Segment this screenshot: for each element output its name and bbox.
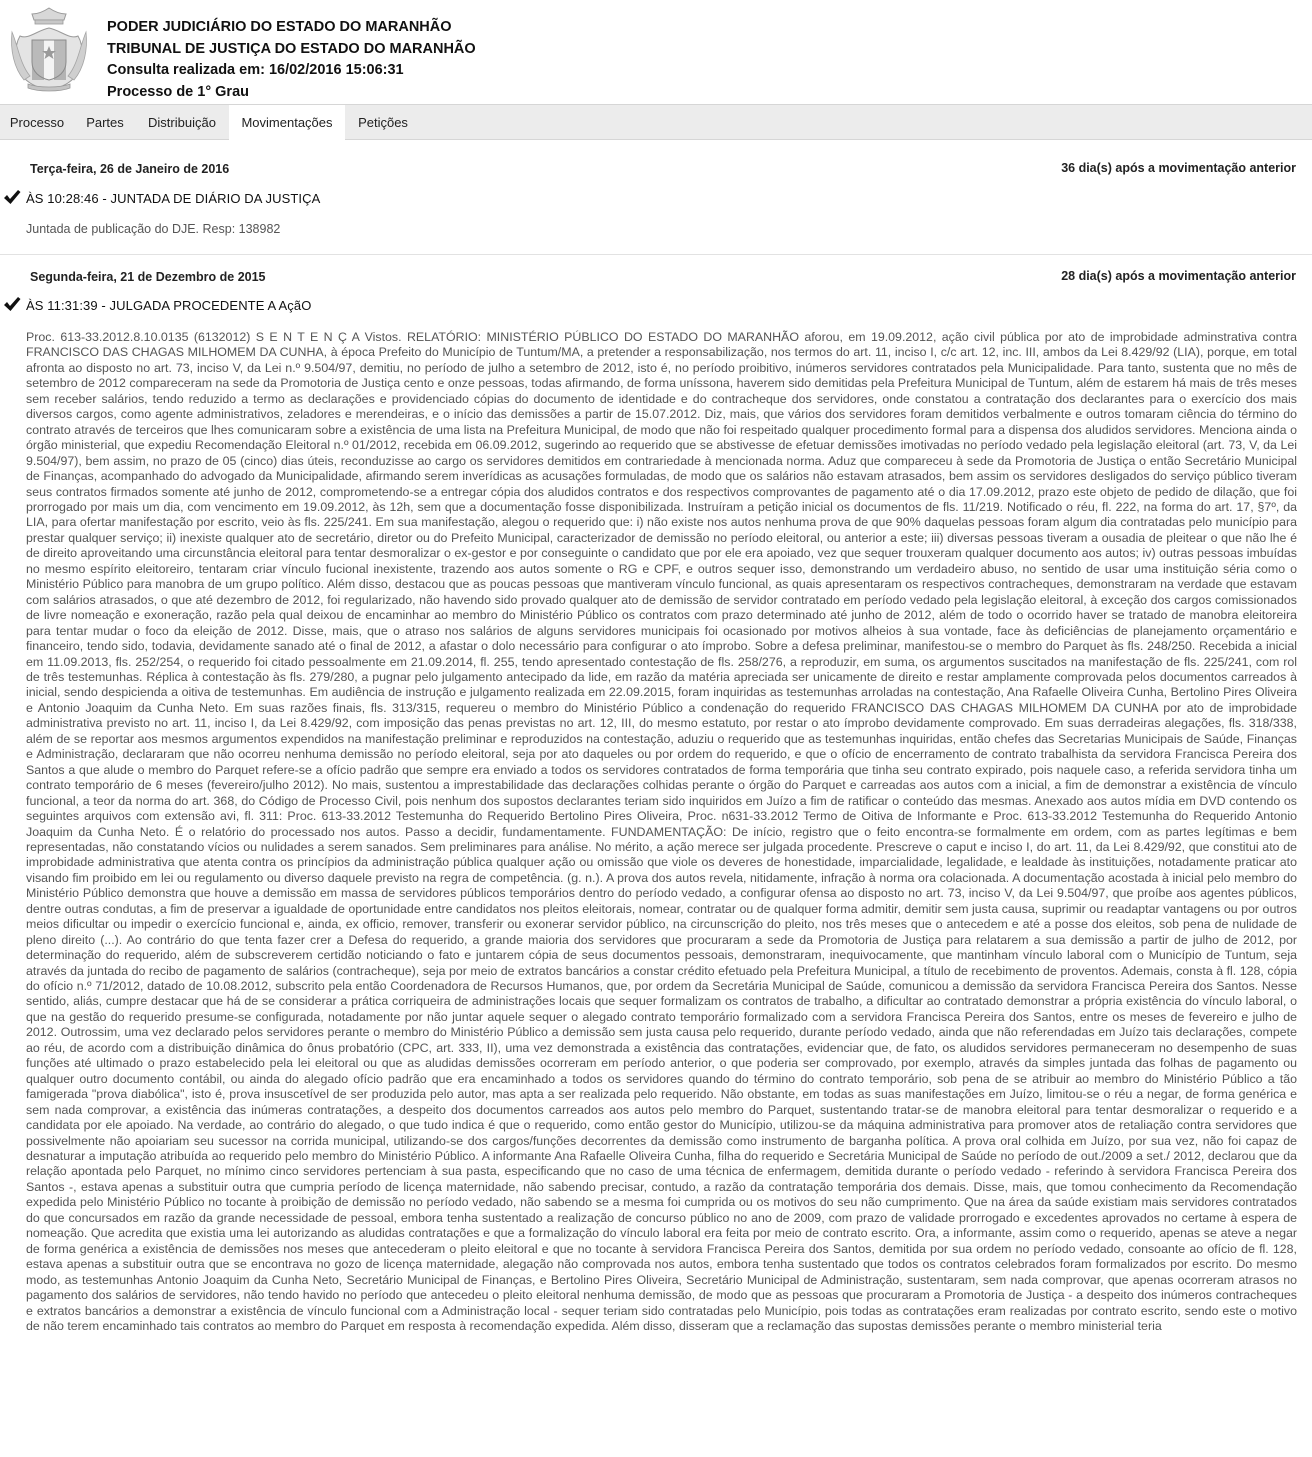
- check-icon: [3, 296, 21, 312]
- movement-date: Terça-feira, 26 de Janeiro de 2016: [30, 162, 230, 176]
- header-line-1: PODER JUDICIÁRIO DO ESTADO DO MARANHÃO: [107, 19, 452, 35]
- consultation-timestamp: Consulta realizada em: 16/02/2016 15:06:31: [107, 62, 404, 79]
- movement-elapsed: 36 dia(s) após a movimentação anterior: [1061, 161, 1296, 175]
- tab-peticoes[interactable]: Petições: [358, 115, 408, 130]
- movement-title: ÀS 10:28:46 - JUNTADA DE DIÁRIO DA JUSTIÇA: [26, 191, 321, 206]
- movement-description: Proc. 613-33.2012.8.10.0135 (6132012) S E N T E N Ç A Vistos. RELATÓRIO: MINISTÉRIO PÚBLICO DO ESTADO DO MARANHÃO aforou, em 19.09.2012, ação civil pública por ato de improbidade adminstrativa contra FRANCISCO DAS CHAGAS MILHOMEM DA CUNHA, à época Prefeito do Município de Tuntum/MA, a pretender a responsabilização, nos termos do art. 11, inciso I, c/c art. 12, inc. III, ambos da Lei 8.429/92 (LIA), porque, em total afronta ao disposto no art. 73, inciso V, da Lei n.º 9.504/97, demitiu, no período de julho a setembro de 2012, isto é, no período proibitivo, inúmeros servidores contratados pela Municipalidade. Para tanto, sustenta que no mês de setembro de 2012 compareceram na sede da Promotoria de Justiça cento e onze pessoas, todas afirmando, de forma uníssona, haverem sido demitidas pela Prefeitura Municipal de Tuntum, além de estarem há mais de três meses sem receber salários, tendo reduzido a termo as declarações e providenciado cópias do documento de identidade e do contracheque dos servidores, onde constatou a contratação dos declarantes para o exercício dos mais diversos cargos, como agente administrativos, zeladores e merendeiras, e o início das demissões a partir de 15.07.2012. Diz, mais, que vários dos servidores foram demitidos verbalmente e outros tomaram ciência do término do contrato através de terceiros que lhes comunicaram sobre a existência de uma lista na Prefeitura Municipal, de modo que não foi respeitado qualquer procedimento formal para a dispensa dos aludidos servidores. Menciona ainda o órgão ministerial, que expediu Recomendação Eleitoral n.º 01/2012, recebida em 06.09.2012, sugerindo ao requerido que se abstivesse de efetuar demissões imotivadas no período vedado pela legislação eleitoral (art. 73, V, da Lei 9.504/97), bem assim, no prazo de 05 (cinco) dias úteis, reconduzisse ao cargo os servidores demitidos em contrariedade à mencionada norma. Aduz que compareceu à sede da Promotoria de Justiça o então Secretário Municipal de Finanças, acompanhado do advogado da Municipalidade, afirmando serem inverídicas as acusações formuladas, de modo que os salários não estavam atrasados, bem assim os servidores desligados do serviço público tiveram seus contratos firmados somente até junho de 2012, comprometendo-se a entregar cópia dos aludidos contratos e dos respectivos comprovantes de pagamento até o dia 17.09.2012, prazo este objeto de pedido de dilação, que foi prorrogado por mais um dia, com vencimento em 19.09.2012, às 12h, sem que a documentação fosse disponibilizada. Instruíram a petição inicial os documentos de fls. 11/219. Notificado o réu, fl. 222, na forma do art. 17, §7º, da LIA, para ofertar manifestação por escrito, veio às fls. 225/241. Em sua manifestação, alegou o requerido que: i) não existe nos autos nenhuma prova de que 90% daquelas pessoas foram algum dia contratadas pelo município para prestar qualquer serviço; ii) inexiste qualquer ato de secretário, diretor ou do Prefeito Municipal, caracterizador de demissão no período eleitoral, ou anterior a este; iii) diversas pessoas tiveram a ousadia de pleitear o que não lhe é de direito aproveitando uma circunstância eleitoral para tentar desmoralizar o ex-gestor e por conseguinte o candidato que por ele era apoiado, vez que sequer trouxeram qualquer documento aos autos; iv) outras pessoas imbuídas no mesmo espírito eleitoreiro, tentaram criar vínculo fucional inexistente, trazendo aos autos somente o RG e CPF, e outros sequer isso, demonstrando um verdadeiro abuso, no sentido de usar uma instituição séria como o Ministério Público para manobra de um grupo político. Além disso, destacou que as poucas pessoas que mantiveram vínculo funcional, as quais apresentaram os respectivos contracheques, demonstraram na verdade que estavam com salários atrasados, o que até dezembro de 2012, foi regularizado, não havendo sido provado qualquer ato de demissão de servidor contratado em período vedado pela legislação eleitoral, à exceção dos cargos comissionados de livre nomeação e exoneração, razão pela qual deixou de encaminhar ao membro do Ministério Público os contratos com prazo determinado até junho de 2012, além de todo o ocorrido haver se tratado de manobra eleitoreira para tentar mudar o foco da eleição de 2012. Disse, mais, que o atraso nos salários de alguns servidores municipais foi ocasionado por motivos alheios à sua vontade, face às deficiências de planejamento orçamentário e financeiro, tendo sido, todavia, devidamente sanado até o final de 2012, a afastar o dolo necessário para configurar o ato ímprobo. Sobre a defesa preliminar, manifestou-se o membro do Parquet às fls. 248/250. Recebida a inicial em 11.09.2013, fls. 252/254, o requerido foi citado pessoalmente em 21.09.2014, fl. 255, tendo apresentado contestação de fls. 258/276, a reproduzir, em suma, os argumentos suscitados na manifestação de fls. 225/241, com rol de três testemunhas. Réplica à contestação às fls. 279/280, a pugnar pelo julgamento antecipado da lide, em razão da matéria apreciada ser unicamente de direito e restar amplamente comprovada pelos documentos carreados à inicial, sendo despicienda a oitiva de testemunhas. Em audiência de instrução e julgamento realizada em 22.09.2015, foram inquiridas as testemunhas arroladas na contestação, Ana Rafaelle Oliveira Cunha, Bertolino Pires Oliveira e Antonio Joaquim da Cunha Neto. Em suas razões finais, fls. 313/315, requereu o membro do Ministério Público a condenação do requerido FRANCISCO DAS CHAGAS MILHOMEM DA CUNHA por ato de improbidade administrativa previsto no art. 11, inciso I, da Lei 8.429/92, com imposição das penas previstas no art. 12, III, do mesmo estatuto, por restar o ato ímprobo devidamente comprovado. Em suas derradeiras alegações, fls. 318/338, além de se reportar aos mesmos argumentos expendidos na manifestação preliminar e reproduzidos na contestação, aduziu o requerido que as testemunhas inquiridas, então chefes das Secretarias Municipais de Saúde, Finanças e Administração, declararam que não ocorreu nenhuma demissão no período eleitoral, seja por ato daqueles ou por ordem do requerido, e que o ofício de encerramento de contrato trabalhista da servidora Francisca Pereira dos Santos a que alude o membro do Parquet refere-se a ofício padrão que sempre era enviado a todos os servidores contratados de forma temporária que tinha seu contrato expirado, pois naquele caso, a referida servidora tinha um contrato temporário de 6 meses (fevereiro/julho 2012). No mais, sustentou a imprestabilidade das declarações colhidas perante o órgão do Parquet e carreadas aos autos com a inicial, a fim de demonstrar a existência de vínculo funcional, a teor da norma do art. 368, do Código de Processo Civil, pois nenhum dos supostos declarantes teriam sido inquiridos em Juízo a fim de ratificar o conteúdo das mesmas. Anexado aos autos mídia em DVD contendo os seguintes arquivos com extensão avi, fl. 311: Proc. 613-33.2012 Testemunha do Requerido Bertolino Pires Oliveira, Proc. n631-33.2012 Termo de Oitiva de Informante e Proc. 613-33.2012 Testemunha do Requerido Antonio Joaquim da Cunha Neto. É o relatório do processado nos autos. Passo a decidir, fundamentamente. FUNDAMENTAÇÃO: De início, registro que o feito encontra-se formalmente em ordem, com as partes legítimas e bem representadas, não constatando vícios ou nulidades a serem sanados. Sem preliminares para análise. No mérito, a ação merece ser julgada procedente. Prescreve o caput e inciso I, do art. 11, da Lei 8.429/92, que constitui ato de improbidade administrativa que atenta contra os princípios da administração pública qualquer ação ou omissão que viole os deveres de honestidade, imparcialidade, legalidade, e lealdade às instituições, notadamente praticar ato visando fim proibido em lei ou regulamento ou diverso daquele previsto na regra de competência. (g. n.). A prova dos autos revela, nitidamente, infração à norma ora colacionada. A documentação acostada à inicial pelo membro do Ministério Público demonstra que houve a demissão em massa de servidores públicos temporários dentro do período vedado, a configurar ofensa ao disposto no art. 73, inciso V, da Lei 9.504/97, que proíbe aos agentes públicos, dentre outras condutas, a fim de preservar a igualdade de oportunidade entre candidatos nos pleitos eleitorais, nomear, contratar ou de qualquer forma admitir, demitir sem justa causa, suprimir ou readaptar vantagens ou por outros meios dificultar ou impedir o exercício funcional e, ainda, ex officio, remover, transferir ou exonerar servidor público, na circunscrição do pleito, nos três meses que o antecedem e até a posse dos eleitos, sob pena de nulidade de pleno direito (...). Ao contrário do que tenta fazer crer a Defesa do requerido, a grande maioria dos servidores que procuraram a sede da Promotoria de Justiça para relatarem a sua demissão a partir de julho de 2012, por determinação do requerido, além de subscreverem certidão noticiando o fato e juntarem cópia de seus documentos pessoais, demonstraram, inequivocamente, que mantinham vínculo laboral com o Município de Tuntum, seja através da juntada do recibo de pagamento de salários (contracheque), seja por meio de extratos bancários a constar crédito efetuado pela Prefeitura Municipal, a título de recebimento de proventos. Ademais, consta à fl. 128, cópia do ofício n.º 71/2012, datado de 10.08.2012, subscrito pela então Coordenadora de Recursos Humanos, que, por ordem da Secretária Municipal de Saúde, comunicou a demissão da servidora Francisca Pereira dos Santos. Nesse sentido, aliás, cumpre destacar que há de se considerar a prática corriqueira de administrações locais que sequer formalizam os contratos de trabalho, a dificultar ao contratado demonstrar a própria existência do vínculo laboral, o que na gestão do requerido presume-se configurada, notadamente por não juntar aquele sequer o alegado contrato temporário formalizado com a servidora Francisca Pereira dos Santos, entre os meses de fevereiro e julho de 2012. Outrossim, uma vez declarado pelos servidores perante o membro do Ministério Público a demissão sem justa causa pelo requerido, durante período vedado, ainda que não referendadas em Juízo tais declarações, compete ao réu, de acordo com a distribuição dinâmica do ônus probatório (CPC, art. 333, II), uma vez demonstrada a existência das contratações, evidenciar que, de fato, os aludidos servidores permaneceram no desempenho de suas funções até ultimado o prazo estabelecido pela lei eleitoral ou que as aludidas demissões ocorreram em período anterior, o que poderia ser comprovado, por exemplo, através da simples juntada das folhas de pagamento ou qualquer outro documento contábil, ou ainda do alegado ofício padrão que era encaminhado a todos os servidores quando do término do contrato temporário, sob pena de se atribuir ao membro do Ministério Público a tão famigerada "prova diabólica", isto é, prova insuscetível de ser produzida pelo autor, mas apta a ser realizada pelo requerido. Não obstante, em todas as suas manifestações em Juízo, limitou-se o réu a negar, de forma genérica e sem nada comprovar, a existência das inúmeras contratações, a despeito dos documentos carreados aos autos pelo membro do Parquet, sustentando tratar-se de manobra eleitoral para tentar desmoralizar o requerido e a candidata por ele apoiado. Na verdade, ao contrário do alegado, o que tudo indica é que o requerido, como então gestor do Município, utilizou-se da máquina administrativa para promover atos de retaliação contra servidores que possivelmente não apoiariam seu sucessor na corrida municipal, utilizando-se dos cargos/funções decorrentes da demissão como instrumento de barganha política. A prova oral colhida em Juízo, por sua vez, não foi capaz de desnaturar a imputação atribuída ao requerido pelo membro do Ministério Público. A informante Ana Rafaelle Oliveira Cunha, filha do requerido e Secretária Municipal de Saúde no período de out./2009 a set./ 2012, declarou que da relação apontada pelo Parquet, no mínimo cinco servidores pertenciam à sua pasta, especificando que no caso de uma técnica de enfermagem, demitida durante o período vedado - referindo à servidora Francisca Pereira dos Santos -, estava apenas a substituir outra que cumpria período de licença maternidade, não sabendo precisar, contudo, a razão da contratação temporária dos demais. Disse, mais, que tomou conhecimento da Recomendação expedida pelo Ministério Público no tocante à proibição de demissão no período vedado, não sabendo se a mesma foi cumprida ou os motivos do seu não cumprimento. Que na área da saúde existiam mais servidores contratados do que concursados em razão da grande necessidade de pessoal, embora tenha sustentado a realização de concurso público no ano de 2009, com prazo de validade prorrogado e excedentes aprovados no certame à espera de nomeação. Que acredita que existia uma lei autorizando as aludidas contratações e que a formalização do vínculo laboral era feita por meio de contrato escrito. Ora, a informante, assim como o requerido, apenas se ateve a negar de forma genérica a existência de demissões nos meses que antecederam o pleito eleitoral e que no tocante à servidora Francisca Pereira dos Santos, demitida por sua ordem no período vedado, consoante ao ofício de fl. 128, estava apenas a substituir outra que se encontrava no gozo de licença maternidade, alegação não comprovada nos autos, embora tenha sustentado que todos os contratos celebrados foram formalizados por escrito. Do mesmo modo, as testemunhas Antonio Joaquim da Cunha Neto, Secretário Municipal de Finanças, e Bertolino Pires Oliveira, Secretário Municipal de Administração, sustentaram, sem nada comprovar, que apenas ocorreram atrasos no pagamento dos salários de servidores, não tendo havido no período que antecedeu o pleito eleitoral nenhuma demissão, de modo que as pessoas que procuraram a Promotoria de Justiça - a despeito dos inúmeros contracheques e extratos bancários a demonstrar a existência de vínculo funcional com a Administração local - sequer teriam sido contratadas pelo Município, pois todas as contratações eram realizadas por contrato escrito, sendo este o motivo de não terem encaminhado tais contratos ao membro do Parquet em resposta à recomendação expedida. Além disso, disseram que a reclamação das supostas demissões perante o membro ministerial teria: [26, 330, 1297, 1333]
- tab-bar: [0, 104, 1312, 140]
- tab-distribuicao[interactable]: Distribuição: [148, 115, 216, 130]
- page-header: [0, 0, 1312, 104]
- tab-movimentacoes[interactable]: Movimentações: [229, 105, 345, 141]
- header-line-2: TRIBUNAL DE JUSTIÇA DO ESTADO DO MARANHÃO: [107, 40, 476, 57]
- movement-date: Segunda-feira, 21 de Dezembro de 2015: [30, 270, 266, 284]
- coat-of-arms-icon: [10, 6, 88, 92]
- header-title-block: [107, 17, 476, 103]
- tab-partes[interactable]: Partes: [86, 115, 124, 130]
- tab-processo[interactable]: Processo: [9, 115, 65, 130]
- check-icon: [3, 189, 21, 205]
- movement-description: Juntada de publicação do DJE. Resp: 138982: [26, 222, 281, 236]
- movement-separator: [0, 254, 1312, 255]
- movement-elapsed: 28 dia(s) após a movimentação anterior: [1061, 269, 1296, 283]
- process-degree: Processo de 1° Grau: [107, 83, 249, 100]
- movement-title: ÀS 11:31:39 - JULGADA PROCEDENTE A AçãO: [26, 298, 312, 313]
